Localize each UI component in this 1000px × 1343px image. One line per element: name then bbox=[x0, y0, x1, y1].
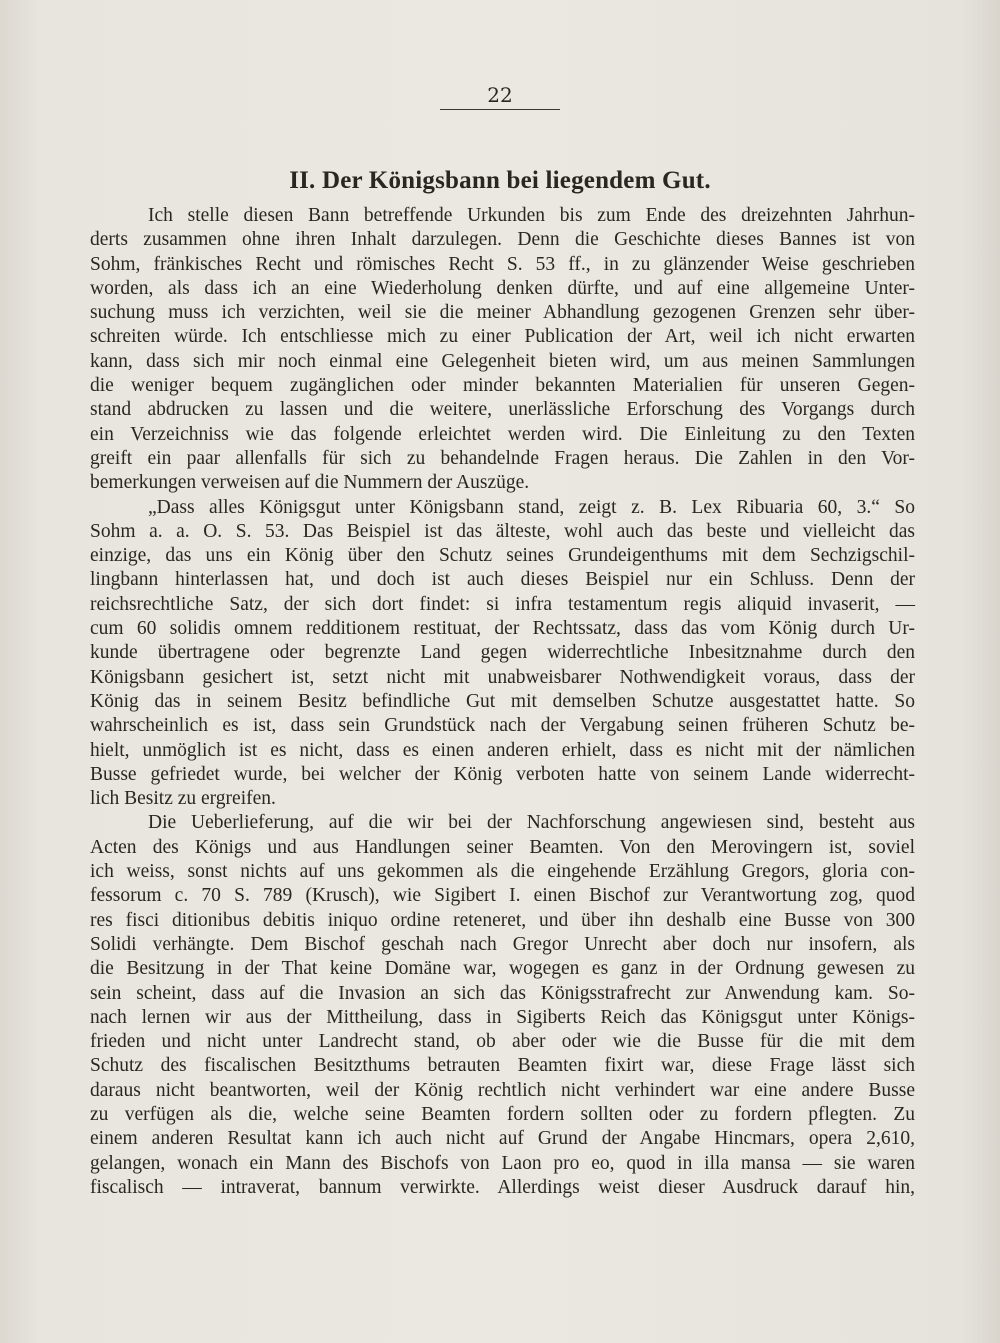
text-line: suchung muss ich verzichten, weil sie die meiner Abhandlung gezogenen Grenzen sehr über- bbox=[90, 302, 915, 324]
text-line: Königsbann gesichert ist, setzt nicht mit unabweisbarer Nothwendigkeit voraus, dass der bbox=[90, 666, 915, 688]
text-line: ich weiss, sonst nichts auf uns gekommen als die eingehende Erzählung Gregors, gloria con- bbox=[90, 861, 915, 883]
text-line: sein scheint, dass auf die Invasion an sich das Königsstrafrecht zur Anwendung kam. So- bbox=[90, 982, 915, 1004]
text-line: Ich stelle diesen Bann betreffende Urkunden bis zum Ende des dreizehnten Jahrhun- bbox=[148, 205, 915, 226]
text-line: „Dass alles Königsgut unter Königsbann stand, zeigt z. B. Lex Ribuaria 60, 3.“ So bbox=[148, 496, 915, 518]
text-line: Acten des Königs und aus Handlungen seiner Beamten. Von den Merovingern ist, soviel bbox=[90, 836, 915, 858]
text-line: lich Besitz zu ergreifen. bbox=[90, 788, 276, 810]
text-line: cum 60 solidis omnem redditionem restituat, der Rechtssatz, dass das vom König durch Ur- bbox=[90, 618, 915, 640]
text-line: bemerkungen verweisen auf die Nummern der Auszüge. bbox=[90, 472, 530, 494]
text-line: die Besitzung in der That keine Domäne war, wogegen es ganz in der Ordnung gewesen zu bbox=[90, 958, 915, 980]
text-line: die weniger bequem zugänglichen oder minder bekannten Materialien für unseren Gegen- bbox=[90, 375, 915, 397]
text-line: Sohm, fränkisches Recht und römisches Recht S. 53 ff., in zu glänzender Weise geschrieben bbox=[90, 253, 915, 275]
text-line: nach lernen wir aus der Mittheilung, dass in Sigiberts Reich das Königsgut unter Königs- bbox=[90, 1006, 915, 1028]
text-line: lingbann hinterlassen hat, und doch ist auch dieses Beispiel nur ein Schluss. Denn der bbox=[90, 569, 915, 591]
text-line: fessorum c. 70 S. 789 (Krusch), wie Sigibert I. einen Bischof zur Verantwortung zog, quod bbox=[90, 885, 915, 907]
text-line: res fisci ditionibus debitis iniquo ordine reteneret, und über ihn deshalb eine Busse von 300 bbox=[90, 909, 915, 931]
text-line: greift ein paar allenfalls für sich zu behandelnde Fragen heraus. Die Zahlen in den Vor- bbox=[90, 447, 915, 469]
text-line: kunde übertragene oder begrenzte Land gegen widerrechtliche Inbesitznahme durch den bbox=[90, 642, 915, 664]
text-line: Busse gefriedet wurde, bei welcher der König verboten hatte von seinem Lande widerrecht- bbox=[90, 763, 915, 785]
text-line: Schutz des fiscalischen Besitzthums betrauten Beamten fixirt war, diese Frage lässt sich bbox=[90, 1055, 915, 1077]
text-line: Sohm a. a. O. S. 53. Das Beispiel ist das älteste, wohl auch das beste und vielleicht das bbox=[90, 520, 915, 542]
section-title: II. Der Königsbann bei liegendem Gut. bbox=[289, 167, 711, 194]
text-line: wahrscheinlich es ist, dass sein Grundstück nach der Vergabung seinen früheren Schutz be- bbox=[90, 715, 915, 737]
text-line: zu verfügen als die, welche seine Beamten fordern sollten oder zu fordern pflegten. Zu bbox=[90, 1103, 915, 1125]
text-line: kann, dass sich mir noch einmal eine Gelegenheit bieten wird, um aus meinen Sammlungen bbox=[90, 350, 915, 372]
text-line: fiscalisch — intraverat, bannum verwirkte. Allerdings weist dieser Ausdruck darauf hin, bbox=[90, 1176, 915, 1198]
text-line: hielt, unmöglich ist es nicht, dass es einen anderen erhielt, dass es nicht mit der nämlichen bbox=[90, 739, 915, 761]
text-line: einem anderen Resultat kann ich auch nicht auf Grund der Angabe Hincmars, opera 2,610, bbox=[90, 1128, 915, 1150]
text-line: derts zusammen ohne ihren Inhalt darzulegen. Denn die Geschichte dieses Bannes ist von bbox=[90, 229, 915, 251]
text-line: Die Ueberlieferung, auf die wir bei der Nachforschung angewiesen sind, besteht aus bbox=[148, 812, 915, 834]
body-text bbox=[90, 204, 915, 1200]
text-line: einzige, das uns ein König über den Schutz seines Grundeigenthums mit dem Sechzigschil- bbox=[90, 545, 915, 567]
text-line: Solidi verhängte. Dem Bischof geschah nach Gregor Unrecht aber doch nur insofern, als bbox=[90, 933, 915, 955]
page-number: 22 bbox=[440, 84, 560, 110]
text-line: schreiten würde. Ich entschliesse mich zu einer Publication der Art, weil ich nicht erwarten bbox=[90, 326, 915, 348]
text-line: König das in seinem Besitz befindliche Gut mit demselben Schutze ausgestattet hatte. So bbox=[90, 690, 915, 712]
text-line: reichsrechtliche Satz, der sich dort findet: si infra testamentum regis aliquid invaserit, — bbox=[90, 593, 915, 615]
text-line: gelangen, wonach ein Mann des Bischofs von Laon pro eo, quod in illa mansa — sie waren bbox=[90, 1152, 915, 1174]
text-line: ein Verzeichniss wie das folgende erleichtet werden wird. Die Einleitung zu den Texten bbox=[90, 423, 915, 445]
text-line: daraus nicht beantworten, weil der König rechtlich nicht verhindert war eine andere Busse bbox=[90, 1079, 915, 1101]
text-line: stand abdrucken zu lassen und die weitere, unerlässliche Erforschung des Vorgangs durch bbox=[90, 399, 915, 421]
text-line: frieden und nicht unter Landrecht stand, ob aber oder wie die Busse für die mit dem bbox=[90, 1031, 915, 1053]
text-line: worden, als dass ich an eine Wiederholung denken dürfte, und auf eine allgemeine Unter- bbox=[90, 277, 915, 299]
